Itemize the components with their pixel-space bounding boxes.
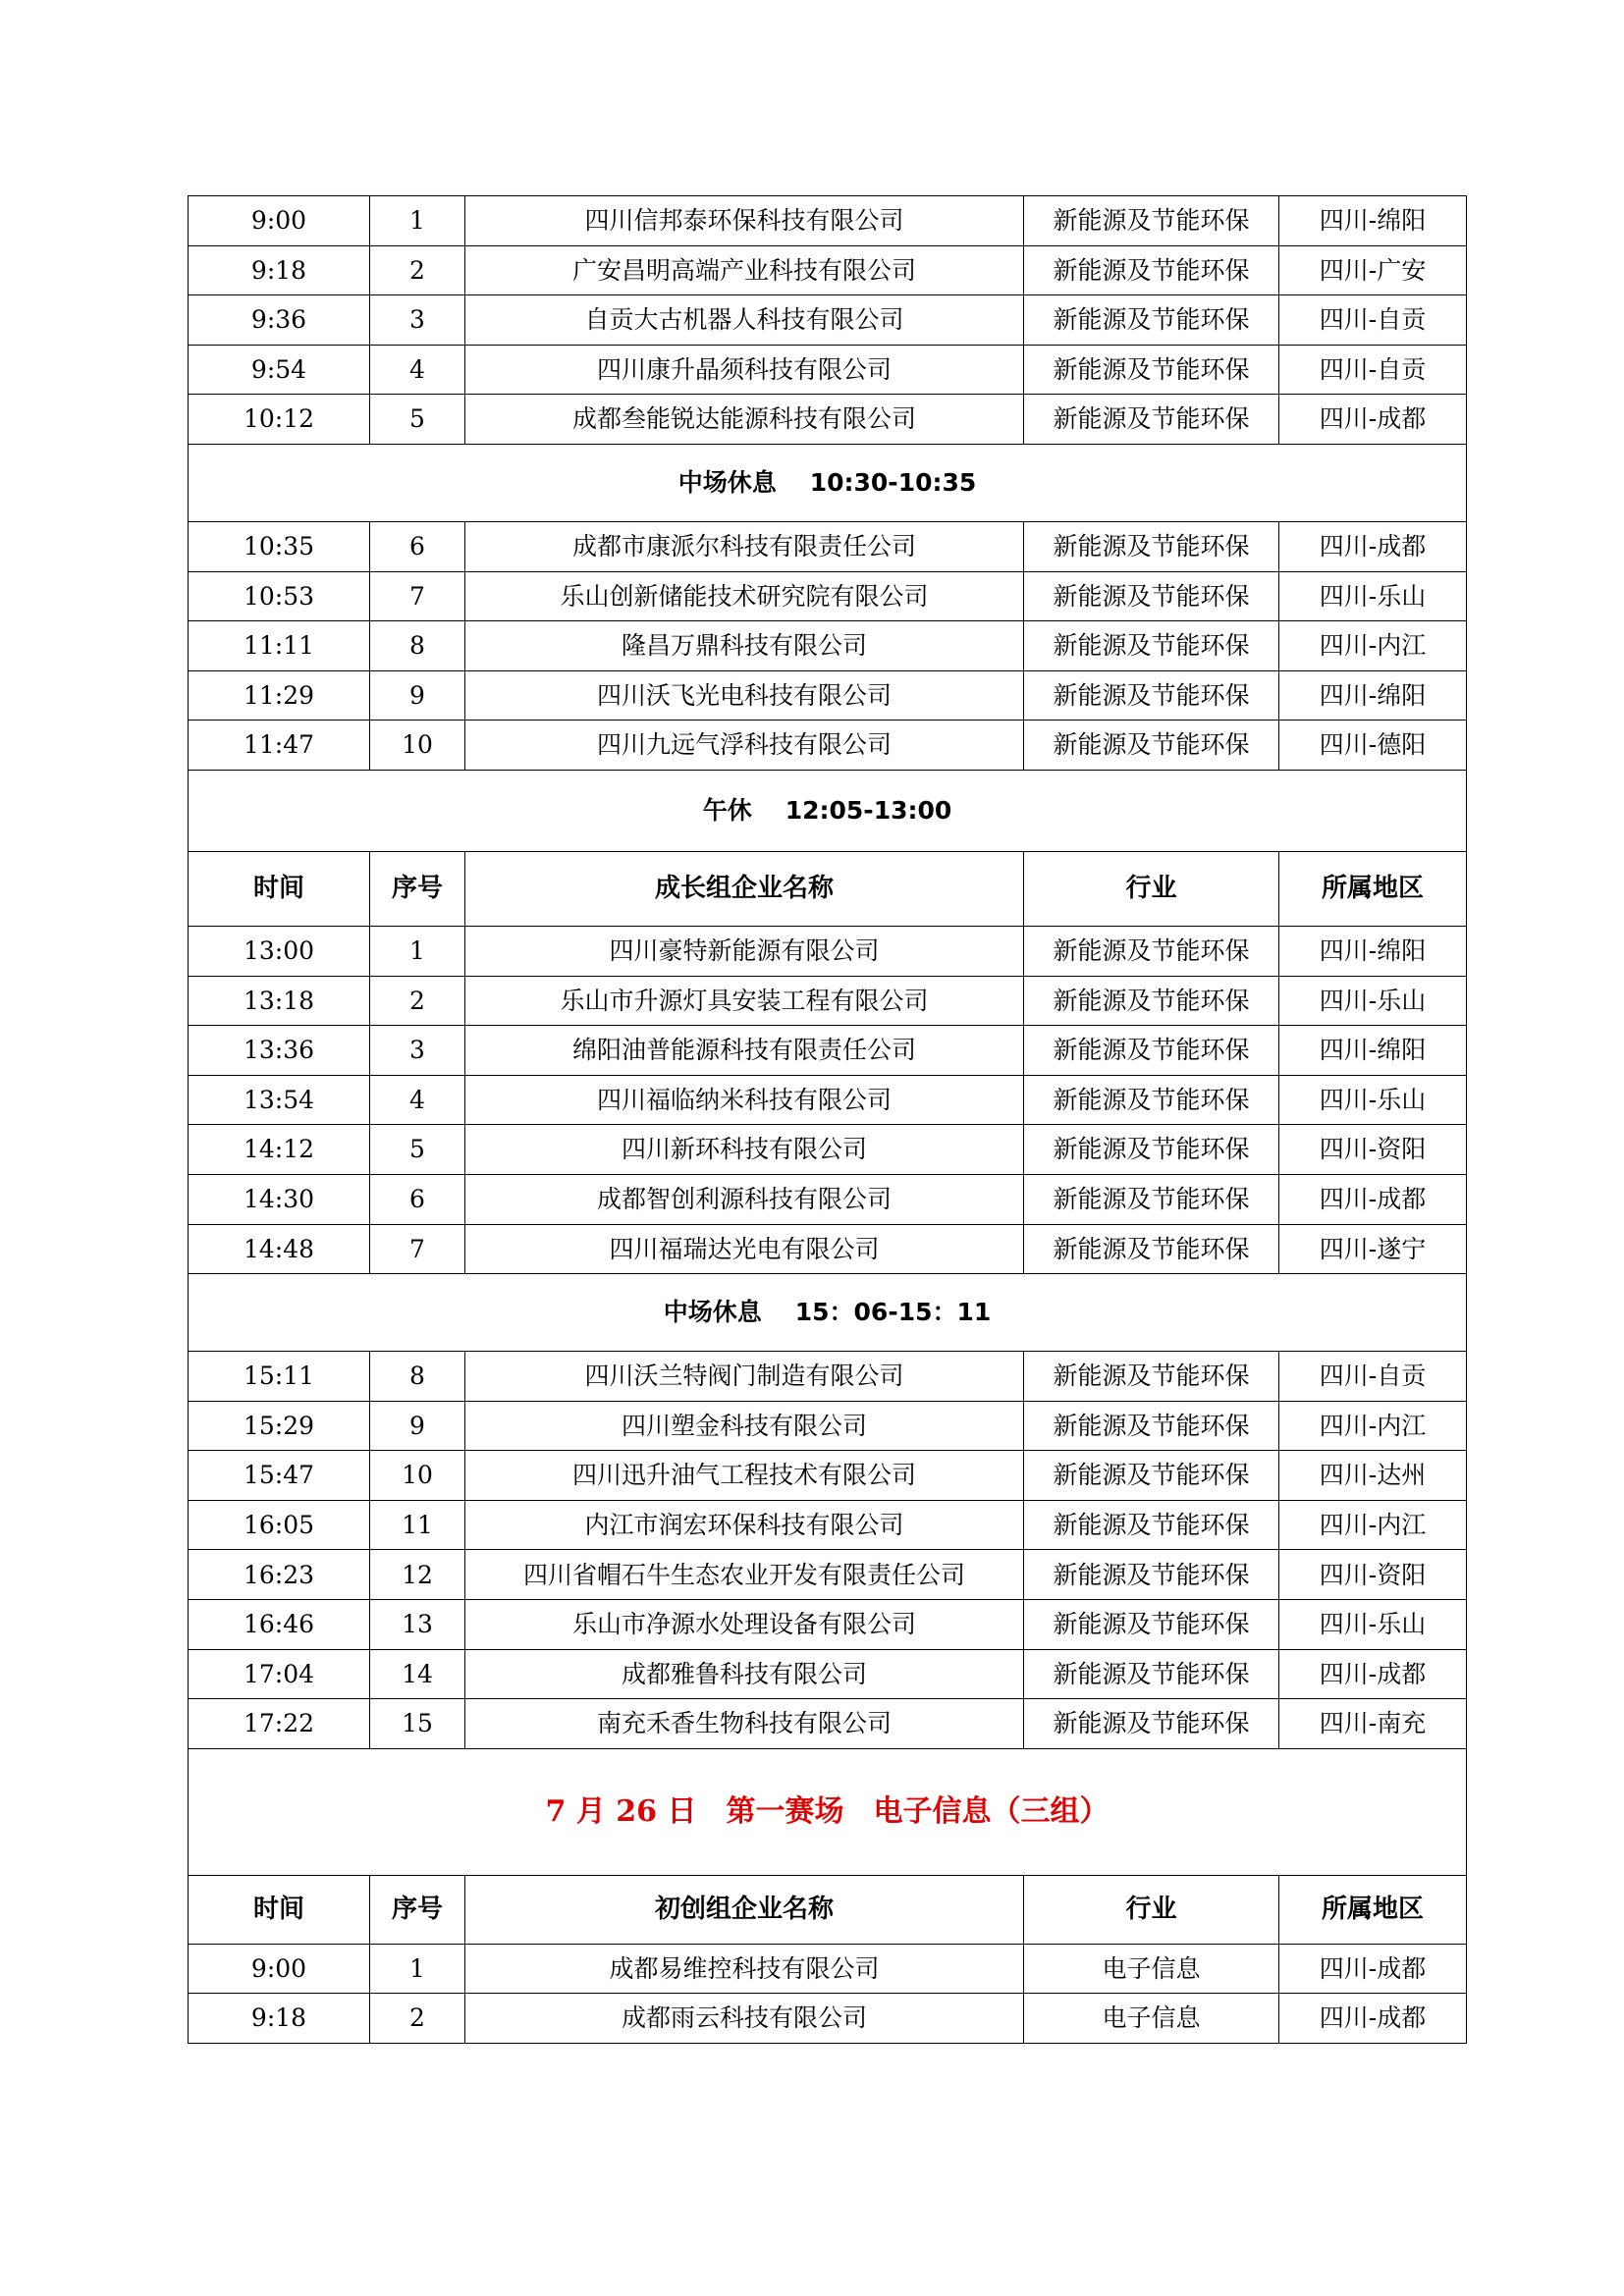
lunch-row-cell: [189, 770, 1467, 851]
cell-no: 1: [370, 926, 465, 976]
cell-no: 2: [370, 1994, 465, 2044]
cell-name: 四川福临纳米科技有限公司: [465, 1075, 1024, 1125]
cell-no: 2: [370, 245, 465, 295]
cell-industry: 新能源及节能环保: [1024, 345, 1279, 395]
table-row: [189, 721, 1467, 771]
cell-no: 6: [370, 1174, 465, 1224]
table-row: [189, 926, 1467, 976]
cell-industry: 新能源及节能环保: [1024, 1224, 1279, 1274]
cell-no: 4: [370, 345, 465, 395]
section-title-cell: [189, 1748, 1467, 1875]
cell-region: 四川-资阳: [1279, 1125, 1467, 1175]
cell-region: 四川-德阳: [1279, 721, 1467, 771]
cell-industry: 新能源及节能环保: [1024, 1352, 1279, 1402]
cell-no: 3: [370, 295, 465, 346]
cell-region: 四川-绵阳: [1279, 196, 1467, 246]
break-row: [189, 1274, 1467, 1352]
cell-name: 四川沃兰特阀门制造有限公司: [465, 1352, 1024, 1402]
cell-time: 17:04: [189, 1649, 370, 1699]
table-row: [189, 1075, 1467, 1125]
cell-time: 13:18: [189, 976, 370, 1026]
cell-industry: 新能源及节能环保: [1024, 721, 1279, 771]
cell-name: 四川新环科技有限公司: [465, 1125, 1024, 1175]
cell-name: 内江市润宏环保科技有限公司: [465, 1500, 1024, 1550]
cell-no: 序号: [370, 1875, 465, 1944]
cell-name: 成长组企业名称: [465, 851, 1024, 926]
break-time: 12:05-13:00: [785, 796, 952, 826]
cell-region: 四川-内江: [1279, 1500, 1467, 1550]
cell-industry: 新能源及节能环保: [1024, 521, 1279, 571]
cell-name: 成都叁能锐达能源科技有限公司: [465, 395, 1024, 445]
section-title-row: [189, 1748, 1467, 1875]
cell-name: 四川豪特新能源有限公司: [465, 926, 1024, 976]
cell-time: 15:29: [189, 1401, 370, 1451]
lunch-row: [189, 770, 1467, 851]
table-row: [189, 1224, 1467, 1274]
cell-name: 四川福瑞达光电有限公司: [465, 1224, 1024, 1274]
cell-time: 13:54: [189, 1075, 370, 1125]
cell-industry: 新能源及节能环保: [1024, 1026, 1279, 1076]
cell-name: 四川信邦泰环保科技有限公司: [465, 196, 1024, 246]
cell-name: 成都智创利源科技有限公司: [465, 1174, 1024, 1224]
cell-time: 时间: [189, 1875, 370, 1944]
cell-name: 乐山市净源水处理设备有限公司: [465, 1600, 1024, 1650]
table-row: [189, 1174, 1467, 1224]
cell-no: 10: [370, 721, 465, 771]
cell-region: 四川-乐山: [1279, 1075, 1467, 1125]
table-row: [189, 295, 1467, 346]
cell-name: 自贡大古机器人科技有限公司: [465, 295, 1024, 346]
cell-time: 15:11: [189, 1352, 370, 1402]
cell-time: 15:47: [189, 1451, 370, 1501]
cell-region: 四川-成都: [1279, 1649, 1467, 1699]
table-row: [189, 1600, 1467, 1650]
header-row: [189, 851, 1467, 926]
cell-region: 四川-乐山: [1279, 571, 1467, 621]
cell-no: 4: [370, 1075, 465, 1125]
table-row: [189, 1401, 1467, 1451]
cell-time: 13:00: [189, 926, 370, 976]
cell-name: 隆昌万鼎科技有限公司: [465, 621, 1024, 671]
cell-region: 四川-资阳: [1279, 1550, 1467, 1600]
cell-no: 1: [370, 196, 465, 246]
cell-industry: 新能源及节能环保: [1024, 670, 1279, 721]
cell-name: 四川康升晶须科技有限公司: [465, 345, 1024, 395]
cell-industry: 新能源及节能环保: [1024, 1075, 1279, 1125]
cell-no: 13: [370, 1600, 465, 1650]
cell-region: 四川-成都: [1279, 395, 1467, 445]
cell-no: 3: [370, 1026, 465, 1076]
table-row: [189, 395, 1467, 445]
cell-name: 四川沃飞光电科技有限公司: [465, 670, 1024, 721]
cell-region: 四川-成都: [1279, 1174, 1467, 1224]
table-row: [189, 571, 1467, 621]
cell-time: 14:30: [189, 1174, 370, 1224]
cell-industry: 新能源及节能环保: [1024, 295, 1279, 346]
table-row: [189, 1994, 1467, 2044]
cell-time: 9:18: [189, 1994, 370, 2044]
cell-name: 四川省帽石牛生态农业开发有限责任公司: [465, 1550, 1024, 1600]
break-label: 午休: [702, 796, 752, 826]
table-row: [189, 670, 1467, 721]
section-title: 7 月 26 日 第一赛场 电子信息（三组）: [545, 1794, 1110, 1830]
table-row: [189, 976, 1467, 1026]
cell-industry: 新能源及节能环保: [1024, 1451, 1279, 1501]
cell-no: 1: [370, 1944, 465, 1994]
cell-industry: 新能源及节能环保: [1024, 1600, 1279, 1650]
cell-name: 初创组企业名称: [465, 1875, 1024, 1944]
cell-time: 10:35: [189, 521, 370, 571]
schedule-table: [188, 195, 1467, 2044]
cell-name: 乐山创新储能技术研究院有限公司: [465, 571, 1024, 621]
cell-name: 广安昌明高端产业科技有限公司: [465, 245, 1024, 295]
break-label: 中场休息: [677, 468, 777, 498]
cell-region: 四川-自贡: [1279, 1352, 1467, 1402]
cell-industry: 电子信息: [1024, 1944, 1279, 1994]
cell-name: 成都市康派尔科技有限责任公司: [465, 521, 1024, 571]
cell-no: 7: [370, 1224, 465, 1274]
cell-region: 四川-自贡: [1279, 295, 1467, 346]
cell-industry: 新能源及节能环保: [1024, 1649, 1279, 1699]
cell-no: 5: [370, 1125, 465, 1175]
cell-region: 四川-成都: [1279, 1944, 1467, 1994]
cell-region: 四川-南充: [1279, 1699, 1467, 1749]
cell-region: 四川-绵阳: [1279, 1026, 1467, 1076]
table-row: [189, 521, 1467, 571]
table-row: [189, 1125, 1467, 1175]
cell-industry: 新能源及节能环保: [1024, 1500, 1279, 1550]
cell-time: 14:12: [189, 1125, 370, 1175]
cell-no: 11: [370, 1500, 465, 1550]
cell-region: 四川-达州: [1279, 1451, 1467, 1501]
header-row: [189, 1875, 1467, 1944]
table-row: [189, 621, 1467, 671]
table-row: [189, 1352, 1467, 1402]
cell-industry: 新能源及节能环保: [1024, 395, 1279, 445]
table-row: [189, 196, 1467, 246]
cell-no: 8: [370, 621, 465, 671]
cell-no: 12: [370, 1550, 465, 1600]
cell-time: 11:47: [189, 721, 370, 771]
cell-time: 时间: [189, 851, 370, 926]
break-row: [189, 444, 1467, 521]
cell-industry: 新能源及节能环保: [1024, 571, 1279, 621]
cell-time: 9:00: [189, 1944, 370, 1994]
cell-region: 四川-绵阳: [1279, 670, 1467, 721]
table-row: [189, 1500, 1467, 1550]
cell-region: 四川-乐山: [1279, 976, 1467, 1026]
cell-time: 14:48: [189, 1224, 370, 1274]
cell-industry: 行业: [1024, 851, 1279, 926]
cell-time: 16:46: [189, 1600, 370, 1650]
cell-region: 所属地区: [1279, 851, 1467, 926]
table-row: [189, 245, 1467, 295]
cell-time: 16:05: [189, 1500, 370, 1550]
break-time: 10:30-10:35: [809, 468, 977, 498]
cell-time: 9:36: [189, 295, 370, 346]
cell-no: 7: [370, 571, 465, 621]
table-row: [189, 1944, 1467, 1994]
cell-name: 四川九远气浮科技有限公司: [465, 721, 1024, 771]
cell-industry: 新能源及节能环保: [1024, 1550, 1279, 1600]
cell-region: 四川-乐山: [1279, 1600, 1467, 1650]
cell-time: 11:11: [189, 621, 370, 671]
table-row: [189, 1550, 1467, 1600]
cell-region: 四川-绵阳: [1279, 926, 1467, 976]
cell-no: 8: [370, 1352, 465, 1402]
table-row: [189, 1451, 1467, 1501]
cell-name: 成都雅鲁科技有限公司: [465, 1649, 1024, 1699]
cell-name: 四川迅升油气工程技术有限公司: [465, 1451, 1024, 1501]
cell-region: 四川-成都: [1279, 521, 1467, 571]
break-time: 15：06-15：11: [794, 1298, 992, 1327]
cell-time: 10:12: [189, 395, 370, 445]
cell-no: 2: [370, 976, 465, 1026]
table-row: [189, 1649, 1467, 1699]
cell-industry: 新能源及节能环保: [1024, 196, 1279, 246]
cell-no: 15: [370, 1699, 465, 1749]
cell-industry: 新能源及节能环保: [1024, 1699, 1279, 1749]
cell-industry: 新能源及节能环保: [1024, 1125, 1279, 1175]
cell-time: 9:00: [189, 196, 370, 246]
cell-name: 成都易维控科技有限公司: [465, 1944, 1024, 1994]
cell-region: 四川-内江: [1279, 1401, 1467, 1451]
break-row-cell: [189, 444, 1467, 521]
cell-name: 成都雨云科技有限公司: [465, 1994, 1024, 2044]
cell-no: 10: [370, 1451, 465, 1501]
cell-region: 四川-内江: [1279, 621, 1467, 671]
cell-name: 南充禾香生物科技有限公司: [465, 1699, 1024, 1749]
break-label: 中场休息: [663, 1298, 762, 1327]
cell-name: 乐山市升源灯具安装工程有限公司: [465, 976, 1024, 1026]
cell-no: 5: [370, 395, 465, 445]
cell-time: 11:29: [189, 670, 370, 721]
cell-time: 9:18: [189, 245, 370, 295]
cell-region: 四川-遂宁: [1279, 1224, 1467, 1274]
cell-region: 四川-广安: [1279, 245, 1467, 295]
break-row-cell: [189, 1274, 1467, 1352]
cell-region: 四川-成都: [1279, 1994, 1467, 2044]
table-row: [189, 1699, 1467, 1749]
cell-no: 9: [370, 1401, 465, 1451]
cell-region: 四川-自贡: [1279, 345, 1467, 395]
cell-time: 10:53: [189, 571, 370, 621]
cell-no: 9: [370, 670, 465, 721]
cell-no: 14: [370, 1649, 465, 1699]
cell-time: 16:23: [189, 1550, 370, 1600]
cell-industry: 电子信息: [1024, 1994, 1279, 2044]
cell-name: 绵阳油普能源科技有限责任公司: [465, 1026, 1024, 1076]
table-row: [189, 345, 1467, 395]
cell-industry: 行业: [1024, 1875, 1279, 1944]
cell-time: 13:36: [189, 1026, 370, 1076]
table-row: [189, 1026, 1467, 1076]
cell-time: 17:22: [189, 1699, 370, 1749]
cell-no: 6: [370, 521, 465, 571]
cell-name: 四川塑金科技有限公司: [465, 1401, 1024, 1451]
cell-no: 序号: [370, 851, 465, 926]
cell-time: 9:54: [189, 345, 370, 395]
cell-industry: 新能源及节能环保: [1024, 245, 1279, 295]
cell-industry: 新能源及节能环保: [1024, 1174, 1279, 1224]
cell-industry: 新能源及节能环保: [1024, 1401, 1279, 1451]
cell-industry: 新能源及节能环保: [1024, 926, 1279, 976]
cell-industry: 新能源及节能环保: [1024, 976, 1279, 1026]
cell-region: 所属地区: [1279, 1875, 1467, 1944]
cell-industry: 新能源及节能环保: [1024, 621, 1279, 671]
